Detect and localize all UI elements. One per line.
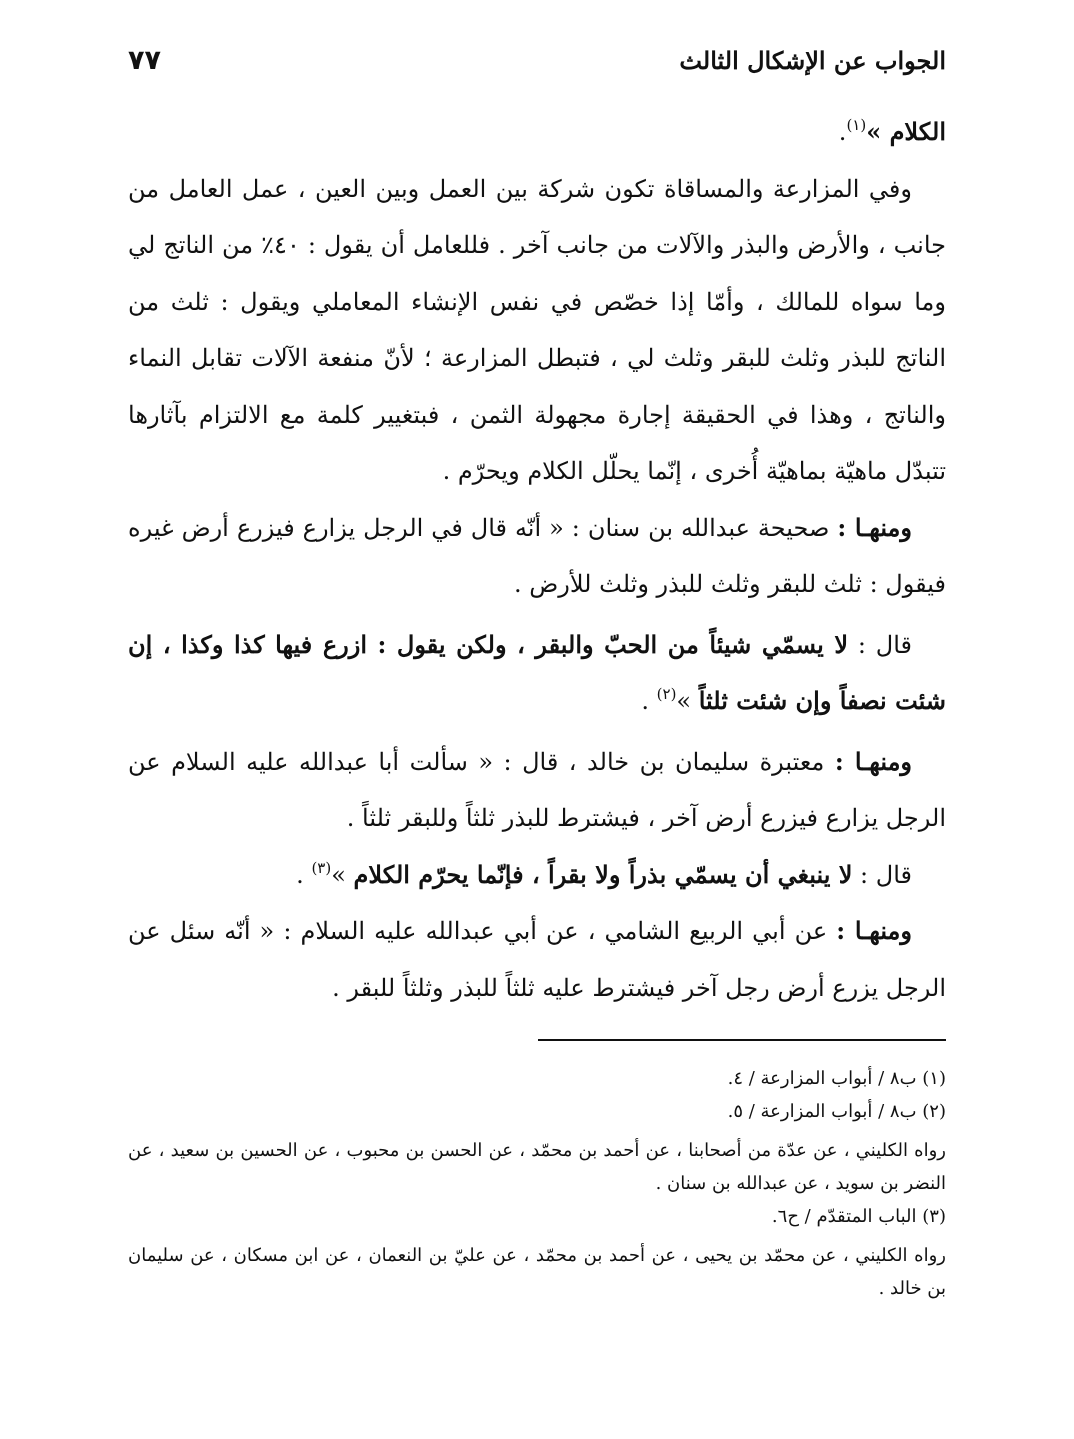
- running-title: الجواب عن الإشكال الثالث: [679, 45, 946, 75]
- paragraph-5: [128, 734, 946, 847]
- quote-close: »: [331, 860, 354, 889]
- footnote-3-source: رواه الكليني ، عن محمّد بن يحيى ، عن أحمد بن محمّد ، عن عليّ بن النعمان ، عن ابن مسكان ، عن سليمان بن خالد .: [128, 1245, 946, 1299]
- quoted-ruling: لا ينبغي أن يسمّي بذراً ولا بقراً ، فإنّما يحرّم الكلام: [353, 859, 853, 889]
- quote-close: »: [676, 687, 699, 715]
- page-header: [128, 40, 946, 80]
- footnote-ref-1: (١): [846, 116, 867, 134]
- footnote-ref-3: (٣): [311, 858, 332, 877]
- page-number: ٧٧: [128, 44, 161, 76]
- sentence-end: .: [296, 860, 312, 889]
- paragraph-4: [128, 617, 946, 730]
- sentence-end: .: [838, 118, 847, 146]
- footnote-3: (٣) الباب المتقدّم / ح٦.: [771, 1206, 946, 1227]
- footnote-separator: [538, 1039, 946, 1041]
- paragraph-text: معتبرة سليمان بن خالد ، قال : « سألت أبا عبدالله عليه السلام عن الرجل يزارع فيزرع أرض آخر ، فيشترط للبذر ثلثاً وللبقر ثلثاً .: [128, 747, 946, 832]
- paragraph-1: [128, 104, 946, 161]
- quote-ending: الكلام »: [866, 117, 946, 146]
- footnote-2: (٢) ب٨ / أبواب المزارعة / ٥.: [727, 1101, 946, 1122]
- section-label: ومنهـا :: [834, 746, 913, 776]
- quoted-ruling: لا يسمّي شيئاً من الحبّ والبقر ، ولكن يقول : ازرع فيها كذا وكذا ، إن شئت نصفاً وإن شئت ثلثاً: [128, 629, 946, 715]
- paragraph-2: وفي المزارعة والمساقاة تكون شركة بين العمل وبين العين ، عمل العامل من جانب ، والأرض والبذر والآلات من جانب آخر . فللعامل أن يقول : ٤٠٪ من الناتج لي وما سواه للمالك ، وأمّا إذا خصّص في نفس الإنشاء المعاملي ويقول : ثلث من الناتج للبذر وثلث للبقر وثلث لي ، فتبطل المزارعة ؛ لأنّ منفعة الآلات تقابل النماء والناتج ، وهذا في الحقيقة إجارة مجهولة الثمن ، فبتغيير كلمة مع الالتزام بآثارها تتبدّل ماهيّة بماهيّة أُخرى ، إنّما يحلّل الكلام ويحرّم .: [128, 174, 946, 485]
- footnotes: [128, 1062, 946, 1305]
- speech-prefix: قال :: [852, 860, 912, 889]
- paragraph-text: عن أبي الربيع الشامي ، عن أبي عبدالله عليه السلام : « أنّه سئل عن الرجل يزرع أرض رجل آخر فيشترط عليه ثلثاً للبذر وثلثاً للبقر .: [128, 917, 946, 1002]
- sentence-end: .: [641, 687, 657, 715]
- paragraph-7: [128, 903, 946, 1016]
- footnote-1: (١) ب٨ / أبواب المزارعة / ٤.: [727, 1068, 946, 1089]
- paragraph-3: [128, 500, 946, 613]
- paragraph-6: [128, 847, 946, 904]
- section-label: ومنهـا :: [837, 512, 913, 542]
- section-label: ومنهـا :: [836, 916, 913, 945]
- speech-prefix: قال :: [848, 630, 912, 659]
- footnote-2-source: رواه الكليني ، عن عدّة من أصحابنا ، عن أحمد بن محمّد ، عن الحسن بن محبوب ، عن الحسين بن سعيد ، عن النضر بن سويد ، عن عبدالله بن سنان .: [128, 1140, 946, 1194]
- footnote-ref-2: (٢): [656, 685, 677, 703]
- paragraph-text: صحيحة عبدالله بن سنان : « أنّه قال في الرجل يزارع فيزرع أرض غيره فيقول : ثلث للبقر وثلث للبذر وثلث للأرض .: [128, 513, 946, 598]
- main-text: [128, 104, 946, 1016]
